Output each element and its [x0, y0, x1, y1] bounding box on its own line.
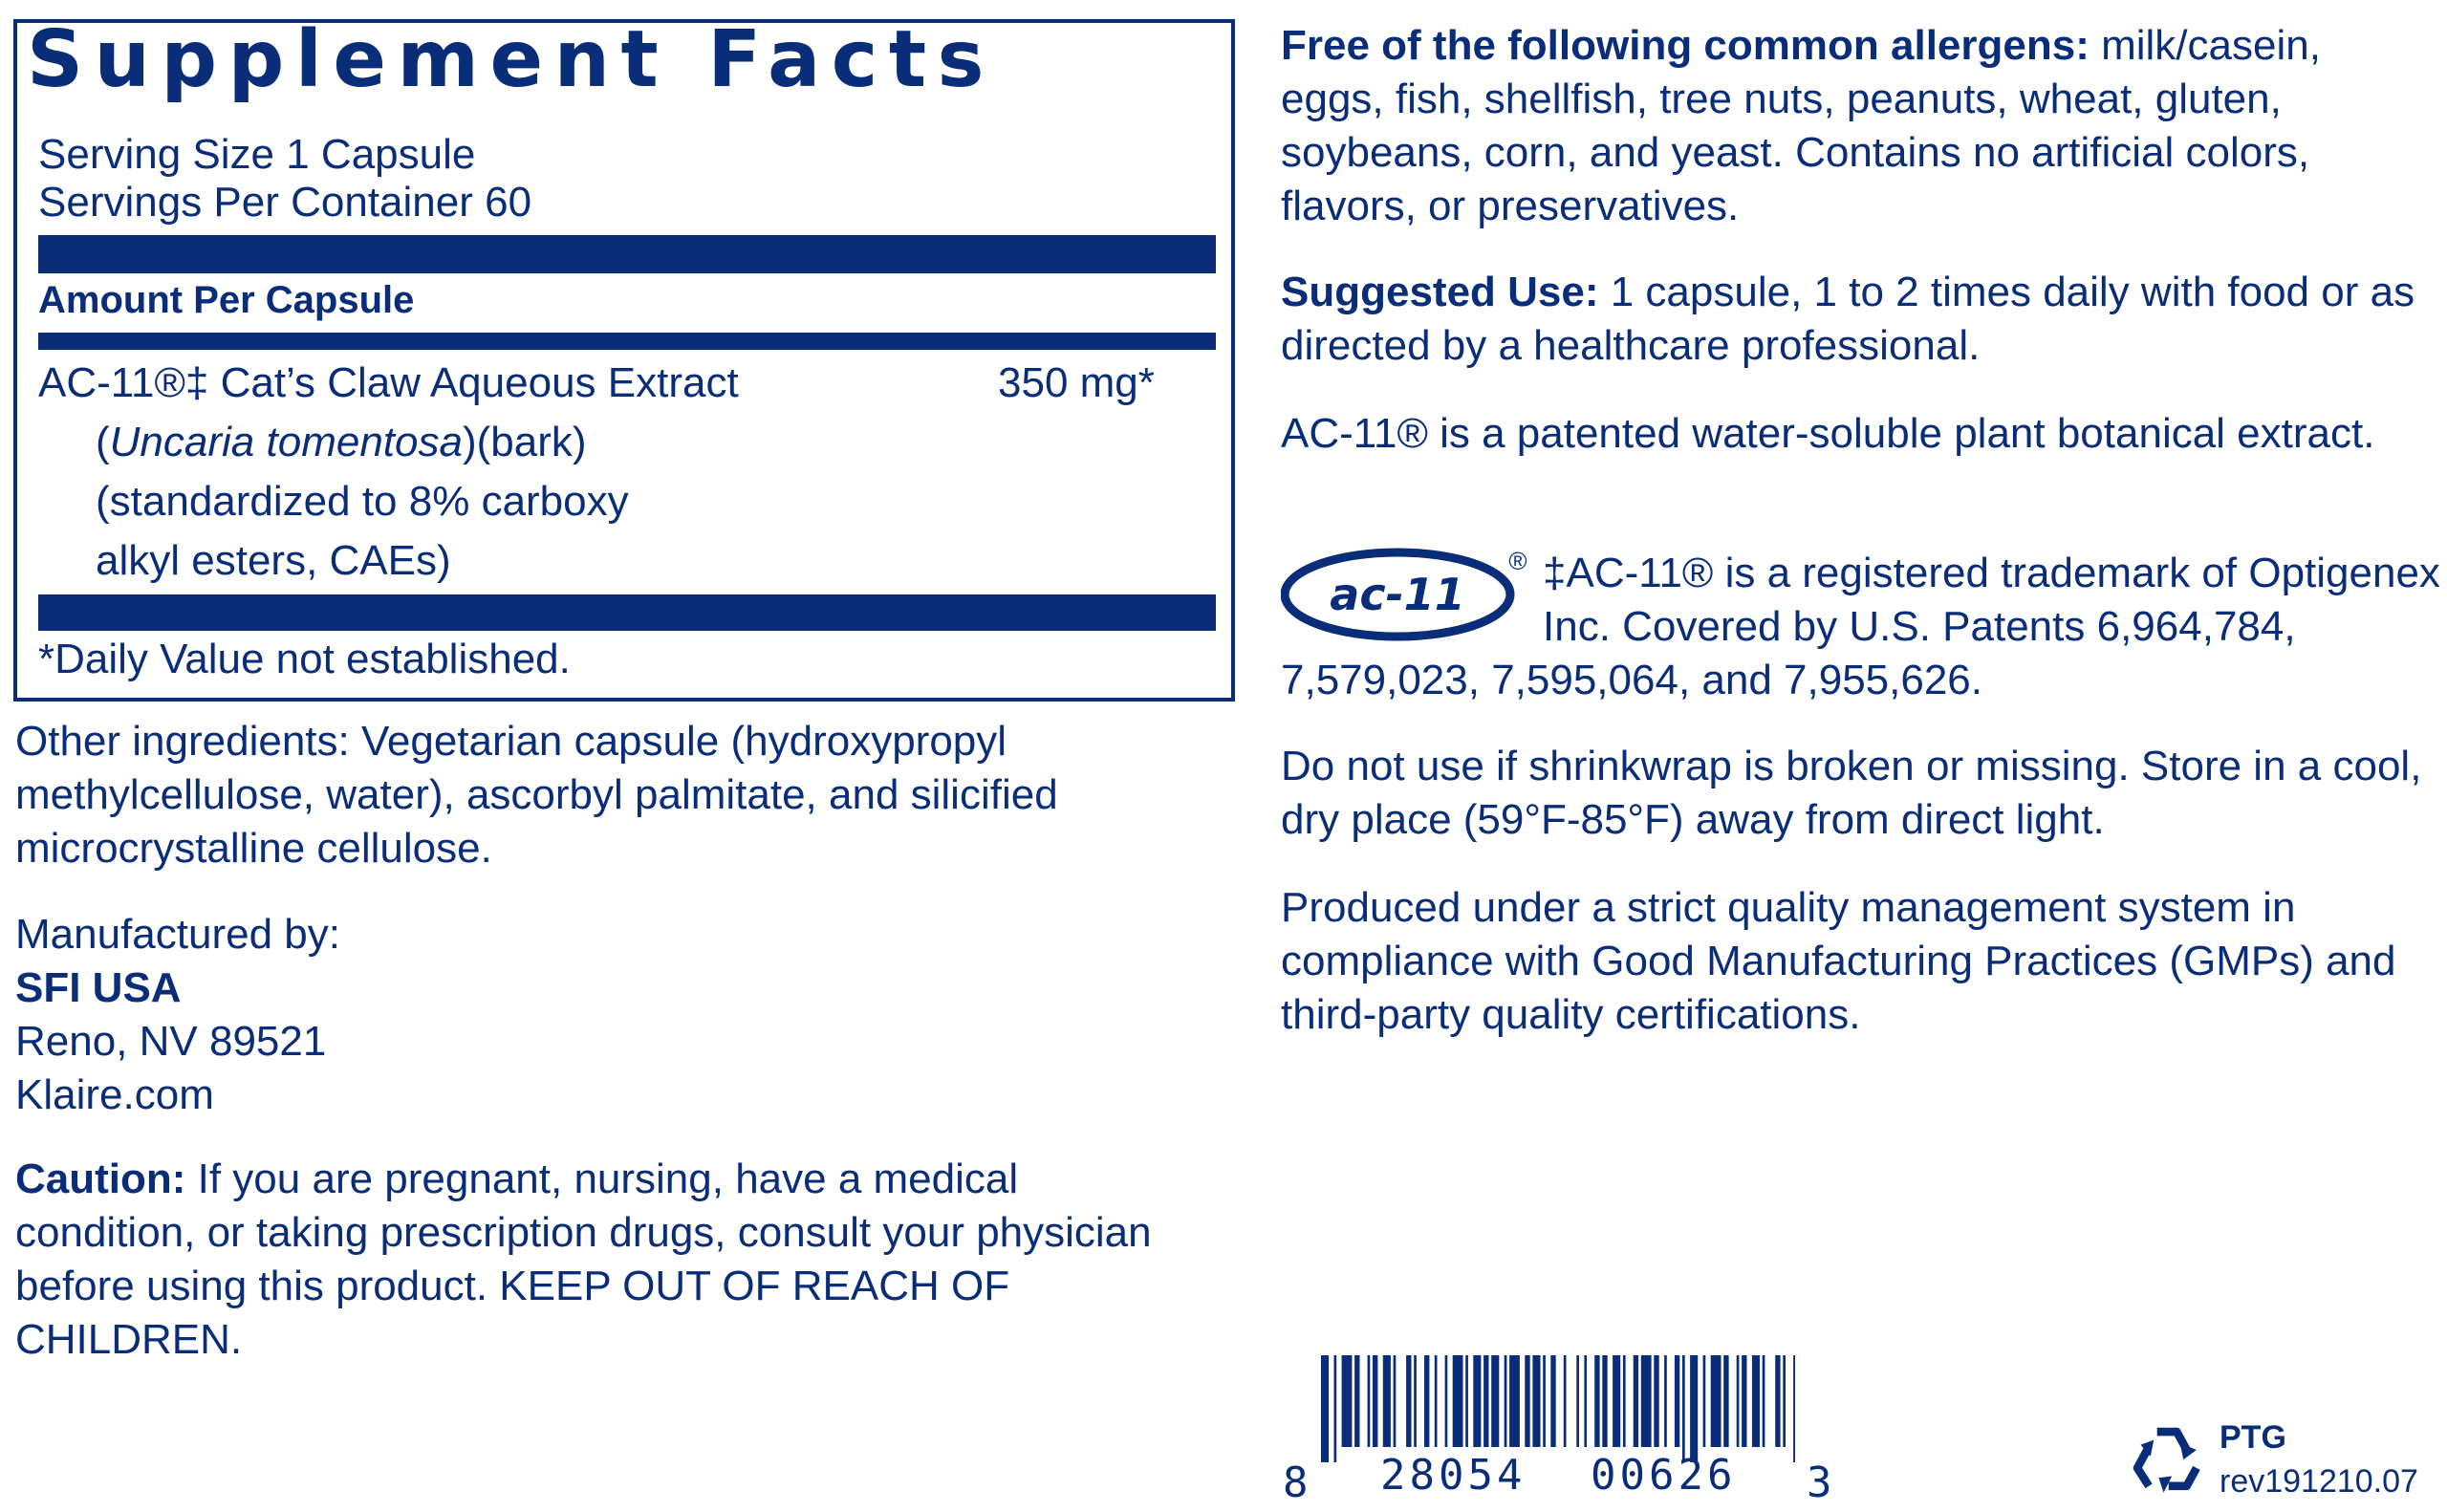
patent-statement: AC-11® is a patented water-soluble plant botanical extract.: [1281, 410, 2375, 457]
barcode-bar: [1711, 1355, 1722, 1447]
suggested-use-label: Suggested Use:: [1281, 269, 1599, 315]
barcode-bar: [1752, 1355, 1760, 1447]
daily-value-footnote: *Daily Value not established.: [38, 636, 571, 682]
barcode-bar: [1435, 1355, 1438, 1447]
ingredient-latin-line: (Uncaria tomentosa)(bark): [96, 419, 587, 465]
barcode-bar: [1623, 1355, 1626, 1447]
suggested-use-text: 1 capsule, 1 to 2 times daily with food or as directed by a healthcare professional.: [1281, 269, 2415, 369]
other-ingredients: Other ingredients: Vegetarian capsule (hydroxypropyl methylcellulose, water), ascorbyl palmitate, and silicified microcrystalline cellulose.: [15, 718, 1058, 872]
trademark-line-3: 7,579,023, 7,595,064, and 7,955,626.: [1281, 657, 1982, 703]
barcode-bar: [1703, 1355, 1706, 1447]
barcode-bar: [1763, 1355, 1765, 1447]
barcode-bar: [1742, 1355, 1746, 1447]
barcode-bar: [1613, 1355, 1620, 1447]
ingredient-standard-line-2: alkyl esters, CAEs): [96, 537, 451, 584]
barcode-bar: [1354, 1355, 1359, 1447]
recycle-icon: [2126, 1418, 2208, 1504]
caution-text: If you are pregnant, nursing, have a medical condition, or taking prescription drugs, consult your physician before using this product. KEEP OUT OF REACH OF CHILDREN.: [15, 1156, 1152, 1363]
ac11-logo: [1281, 547, 1535, 642]
caution-label: Caution:: [15, 1156, 186, 1202]
barcode-bar: [1414, 1355, 1417, 1447]
barcode-bar: [1445, 1355, 1448, 1447]
allergen-statement: [1281, 19, 2433, 233]
barcode-bar: [1453, 1355, 1463, 1447]
barcode-bar: [1483, 1355, 1488, 1447]
manufacturer-name: SFI USA: [15, 964, 182, 1011]
allergens-text: milk/casein, eggs, fish, shellfish, tree nuts, peanuts, wheat, gluten, soybeans, corn, and yeast. Contains no artificial colors, flavors, or preservatives.: [1281, 22, 2321, 229]
barcode-bar: [1394, 1355, 1397, 1447]
upc-barcode: [1321, 1355, 1795, 1462]
barcode-bar: [1723, 1355, 1728, 1447]
barcode-bar: [1465, 1355, 1468, 1447]
manufacturer-website: Klaire.com: [15, 1071, 214, 1118]
facts-thick-divider-bottom: [38, 594, 1216, 631]
allergens-label: Free of the following common allergens:: [1281, 22, 2090, 69]
barcode-bar: [1321, 1355, 1329, 1462]
barcode-bar: [1406, 1355, 1411, 1447]
barcode-bar: [1342, 1355, 1353, 1447]
supplement-facts-title: Supplement Facts: [27, 14, 995, 105]
barcode-bar: [1543, 1355, 1546, 1447]
barcode-bar: [1584, 1355, 1587, 1447]
barcode-bar: [1775, 1355, 1780, 1447]
ingredient-name: AC-11®‡ Cat’s Claw Aqueous Extract: [38, 359, 739, 406]
barcode-bar: [1675, 1355, 1679, 1447]
barcode-bar: [1634, 1355, 1638, 1447]
manufacturer-block: [15, 908, 1191, 1122]
barcode-bar: [1690, 1355, 1698, 1462]
ac11-logo-registered: ®: [1508, 547, 1527, 575]
barcode-bar: [1373, 1355, 1377, 1447]
storage-instructions: Do not use if shrinkwrap is broken or missing. Store in a cool, dry place (59°F-85°F) away from direct light.: [1281, 743, 2422, 843]
facts-thick-divider-top: [38, 235, 1216, 273]
barcode-bar: [1641, 1355, 1652, 1447]
barcode-bar: [1368, 1355, 1371, 1447]
barcode-bar: [1491, 1355, 1499, 1447]
barcode-bar: [1473, 1355, 1481, 1447]
barcode-bar: [1654, 1355, 1658, 1447]
barcode-bar: [1525, 1355, 1529, 1447]
servings-per-container: Servings Per Container 60: [38, 179, 532, 226]
barcode-bar: [1576, 1355, 1579, 1447]
quality-statement: Produced under a strict quality management system in compliance with Good Manufacturing Practices (GMPs) and third-party quality certifications.: [1281, 884, 2396, 1038]
barcode-right-group: 00626: [1591, 1451, 1737, 1500]
ac11-logo-text: ac-11: [1330, 569, 1465, 620]
barcode-bar: [1602, 1355, 1607, 1447]
barcode-bar: [1334, 1355, 1337, 1462]
barcode-bar: [1509, 1355, 1520, 1447]
barcode-bar: [1594, 1355, 1599, 1447]
amount-per-capsule-header: Amount Per Capsule: [38, 279, 415, 321]
barcode-bar: [1793, 1355, 1795, 1462]
barcode-left-group: 28054: [1380, 1451, 1527, 1500]
facts-medium-divider: [38, 333, 1216, 350]
caution-paragraph: [15, 1153, 1191, 1367]
barcode-bar: [1682, 1355, 1685, 1462]
serving-size: Serving Size 1 Capsule: [38, 131, 476, 178]
trademark-line-2: Inc. Covered by U.S. Patents 6,964,784,: [1543, 603, 2296, 650]
manufacturer-city: Reno, NV 89521: [15, 1018, 327, 1065]
recycle-code: PTG: [2220, 1419, 2286, 1456]
barcode-bar: [1383, 1355, 1391, 1447]
trademark-line-1: ‡AC-11® is a registered trademark of Optigenex: [1543, 550, 2440, 596]
barcode-first-digit: 8: [1283, 1458, 1309, 1507]
barcode-bar: [1737, 1355, 1740, 1447]
manufactured-by-label: Manufactured by:: [15, 911, 340, 958]
barcode-bar: [1664, 1355, 1667, 1447]
barcode-bar: [1564, 1355, 1567, 1447]
ingredient-amount: 350 mg*: [998, 359, 1155, 406]
revision-code: rev191210.07: [2220, 1463, 2418, 1500]
barcode-bar: [1783, 1355, 1786, 1447]
barcode-bar: [1424, 1355, 1429, 1447]
barcode-check-digit: 3: [1807, 1458, 1832, 1507]
barcode-bar: [1550, 1355, 1555, 1447]
suggested-use: [1281, 266, 2433, 373]
barcode-bar: [1505, 1355, 1507, 1447]
ingredient-standard-line-1: (standardized to 8% carboxy: [96, 478, 629, 525]
ingredient-latin-name: Uncaria tomentosa: [109, 419, 463, 465]
barcode-bar: [1532, 1355, 1540, 1447]
